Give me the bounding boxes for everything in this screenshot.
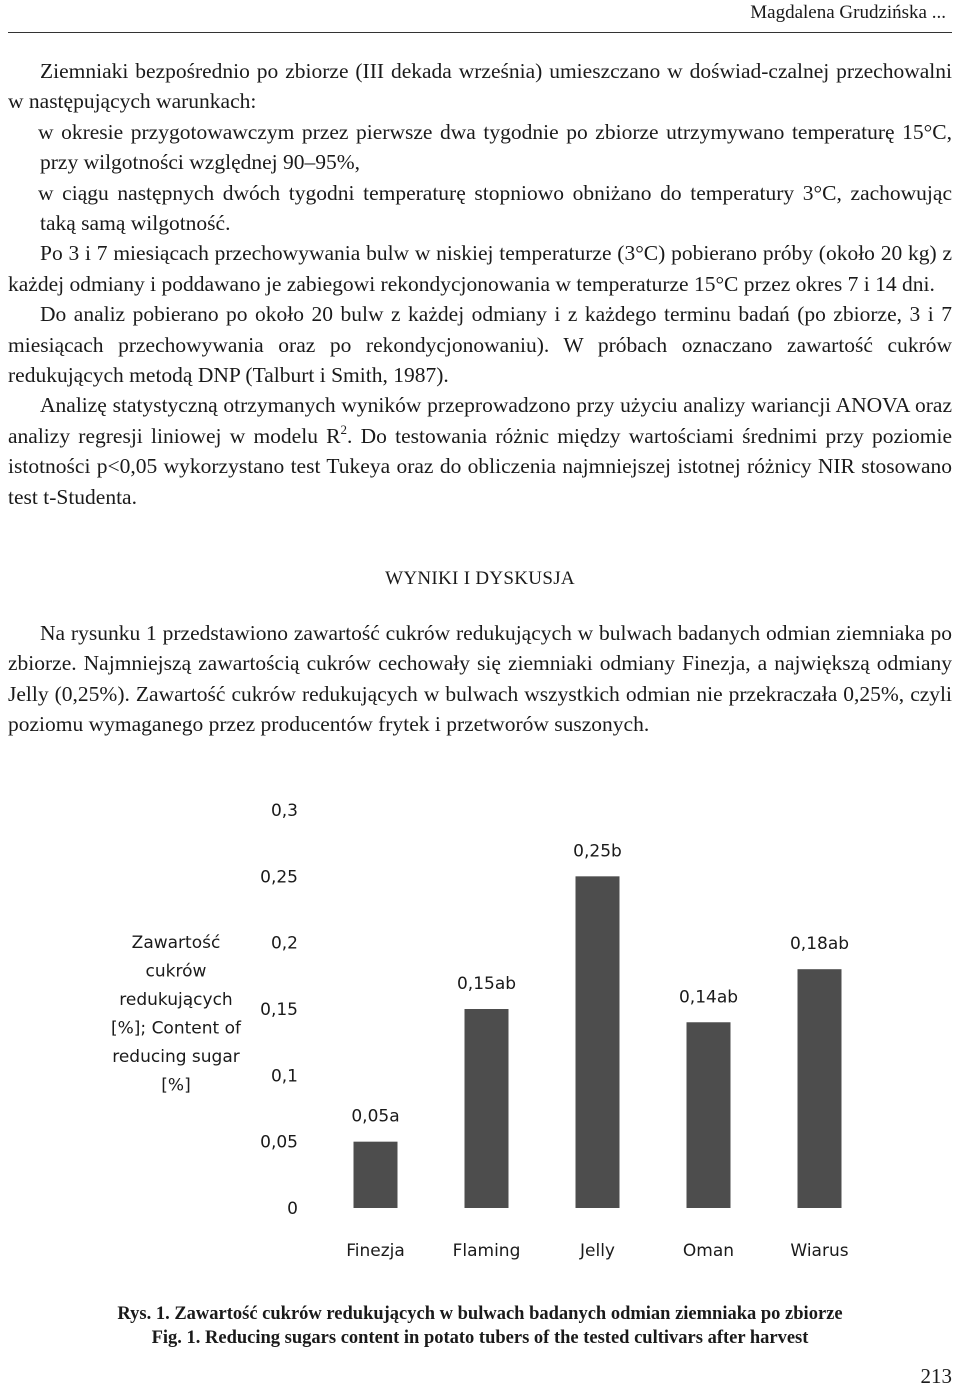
y-tick-label: 0,25 — [260, 867, 298, 888]
list-item-text: w okresie przygotowawczym przez pierwsze dwa tygodnie po zbiorze utrzymywano temperaturę 15°C, przy wilgotności względnej 90–95%, — [38, 119, 952, 175]
y-axis-label-line: cukrów — [145, 961, 207, 982]
bar — [576, 876, 620, 1208]
y-tick-label: 0,1 — [270, 1066, 298, 1087]
x-category-label: Jelly — [580, 1241, 615, 1261]
em-dash — [8, 178, 38, 208]
page-number: 213 — [920, 1364, 952, 1388]
statistics-paragraph — [8, 390, 952, 512]
running-header: Magdalena Grudzińska ... — [750, 2, 946, 23]
y-tick-label: 0,15 — [260, 1000, 298, 1020]
figure-caption-polish: Rys. 1. Zawartość cukrów redukujących w bulwach badanych odmian ziemniaka po zbiorze — [117, 1304, 843, 1324]
y-axis-label-line: [%] — [161, 1075, 191, 1096]
methods-list-item — [8, 178, 952, 239]
figure-caption-english: Fig. 1. Reducing sugars content in potato tubers of the tested cultivars after harvest — [151, 1328, 809, 1348]
x-axis-labels — [346, 1241, 849, 1261]
bar-chart — [0, 790, 960, 1290]
y-tick-label: 0,2 — [270, 933, 298, 954]
bars — [354, 876, 842, 1208]
data-label: 0,14ab — [678, 987, 739, 1008]
bar — [687, 1022, 731, 1208]
data-label: 0,18ab — [789, 934, 850, 955]
data-label: 0,15ab — [456, 974, 517, 994]
y-tick-label: 0,3 — [270, 801, 298, 821]
y-axis-label — [111, 933, 242, 1096]
data-label: 0,05a — [351, 1106, 400, 1127]
results-paragraph: Na rysunku 1 przedstawiono zawartość cukrów redukujących w bulwach badanych odmian ziemniaka po zbiorze. Najmniejszą zawartością cukrów cechowały się ziemniaki odmiany Finezja, a największą odmiany Jelly (0,25%). Zawartość cukrów redukujących w bulwach wszystkich odmian nie przekraczała 0,25%, czyli poziomu wymaganego przez producentów frytek i przetworów suszonych. — [8, 621, 952, 737]
y-tick-label: 0,05 — [260, 1132, 298, 1153]
methods-list-item — [8, 117, 952, 178]
y-tick-label: 0 — [287, 1199, 298, 1219]
y-axis-label-line: reducing sugar — [112, 1047, 240, 1067]
x-category-label: Wiarus — [790, 1241, 849, 1261]
header-rule — [8, 32, 952, 33]
methods-intro: Ziemniaki bezpośrednio po zbiorze (III dekada września) umieszczano w doświad-czalnej przechowalni w następujących warunkach: — [8, 59, 952, 114]
x-category-label: Flaming — [452, 1241, 521, 1261]
sampling-paragraph: Po 3 i 7 miesiącach przechowywania bulw w niskiej temperaturze (3°C) pobierano próby (około 20 kg) z każdej odmiany i poddawano je zabiegowi rekondycjonowania w temperaturze 15°C przez okres 7 i 14 dni. — [8, 241, 952, 296]
statistics-text-a: Analizę statystyczną otrzymanych wyników przeprowadzono przy użyciu analizy wariancji ANOVA oraz analizy regresji liniowej w modelu R — [8, 393, 952, 448]
y-axis-label-line: Zawartość — [131, 933, 221, 953]
analysis-paragraph: Do analiz pobierano po około 20 bulw z każdej odmiany i z każdego terminu badań (po zbiorze, 3 i 7 miesiącach przechowywania oraz po rekondycjonowaniu). W próbach oznaczano zawartość cukrów redukujących metodą DNP (Talburt i Smith, 1987). — [8, 302, 952, 388]
x-category-label: Finezja — [346, 1241, 405, 1261]
statistics-text-b: . Do testowania różnic między wartościami średnimi przy poziomie istotności p<0,05 wykorzystano test Tukeya oraz do obliczenia najmniejszej istotnej różnicy NIR stosowano test t-Studenta. — [8, 423, 952, 509]
methods-section — [8, 56, 952, 512]
section-title: WYNIKI I DYSKUSJA — [385, 568, 575, 589]
bar — [465, 1009, 509, 1208]
list-item-text: w ciągu następnych dwóch tygodni temperaturę stopniowo obniżano do temperatury 3°C, zachowując taką samą wilgotność. — [38, 180, 952, 236]
bar — [798, 969, 842, 1208]
em-dash — [8, 117, 38, 147]
y-axis-label-line: [%]; Content of — [111, 1018, 241, 1039]
bar — [354, 1142, 398, 1208]
results-section — [8, 618, 952, 740]
y-axis-ticks — [260, 801, 298, 1219]
data-label: 0,25b — [573, 841, 622, 862]
y-axis-label-line: redukujących — [119, 990, 233, 1010]
x-category-label: Oman — [682, 1241, 735, 1261]
r-squared-superscript: 2 — [340, 421, 348, 437]
